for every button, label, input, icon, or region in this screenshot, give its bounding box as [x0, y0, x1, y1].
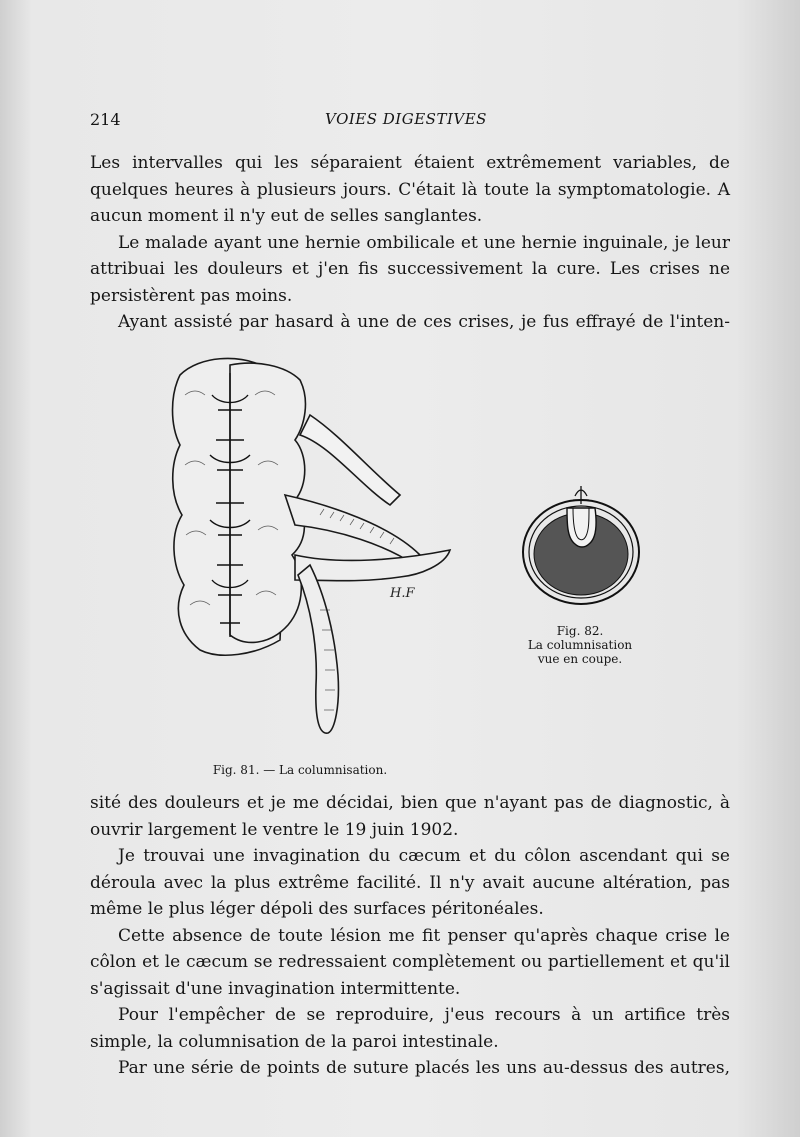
figure-label-hf: H.F [390, 586, 415, 601]
page-number: 214 [90, 110, 121, 129]
figure-82-caption [500, 624, 660, 666]
text-block-top [90, 150, 730, 336]
running-title: VOIES DIGESTIVES [325, 110, 487, 128]
paragraph: Ayant assisté par hasard à une de ces crises, je fus effrayé de l'inten- [118, 312, 730, 332]
paragraph: Je trouvai une invagination du cæcum et du côlon ascendant qui se déroula avec la plus extrême facilité. Il n'y avait aucune altération, pas même le plus léger dépoli des surfaces péritonéales. [90, 846, 730, 919]
columnisation-illustration [160, 355, 460, 755]
paragraph: Pour l'empêcher de se reproduire, j'eus recours à un artifice très simple, la columnisation de la paroi intestinale. [90, 1005, 730, 1052]
figure-82-subtitle: vue en coupe. [537, 652, 623, 666]
text-block-bottom [90, 790, 730, 1082]
paragraph: Les intervalles qui les séparaient étaient extrêmement variables, de quelques heures à plusieurs jours. C'était là toute la symptomatologie. A aucun moment il n'y eut de selles sanglantes. [90, 153, 730, 226]
paragraph: Cette absence de toute lésion me fit penser qu'après chaque crise le côlon et le cæcum se redressaient complètement ou partiellement et qu'il s'agissait d'une invagination intermittente. [90, 925, 730, 999]
figure-81-caption: Fig. 81. — La columnisation. [212, 763, 388, 777]
paragraph: Par une série de points de suture placés les uns au-dessus des autres, [118, 1058, 730, 1078]
figure-82 [515, 478, 650, 668]
figure-81 [160, 355, 460, 785]
page-header [90, 110, 720, 134]
paragraph: sité des douleurs et je me décidai, bien que n'ayant pas de diagnostic, à ouvrir largement le ventre le 19 juin 1902. [90, 793, 730, 840]
figure-82-number: Fig. 82. [556, 624, 604, 638]
cross-section-illustration [515, 478, 650, 618]
figure-82-title: La columnisation [527, 638, 633, 652]
paragraph: Le malade ayant une hernie ombilicale et une hernie inguinale, je leur attribuai les douleurs et j'en fis successivement la cure. Les crises ne persistèrent pas moins. [90, 232, 730, 306]
